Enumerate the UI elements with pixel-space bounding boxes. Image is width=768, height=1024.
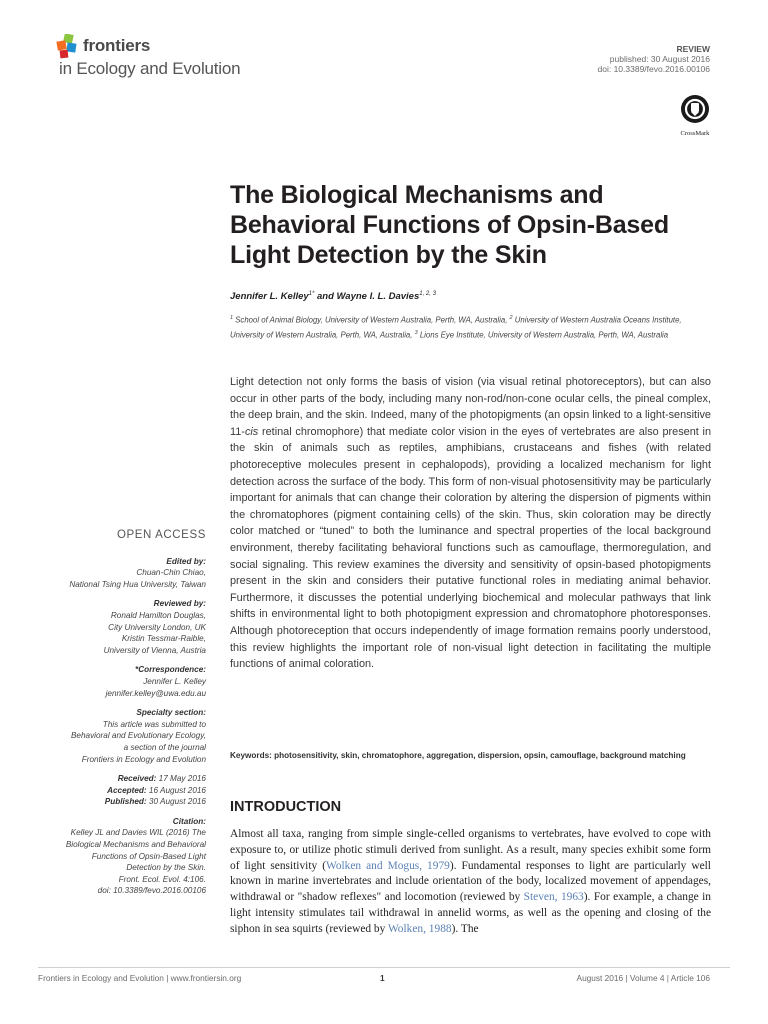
correspondence-label: *Correspondence:: [135, 665, 206, 675]
article-type: REVIEW: [676, 44, 710, 54]
published-value: 30 August 2016: [146, 797, 206, 807]
affiliation-number: 3: [414, 330, 418, 337]
affiliation-number: 1: [230, 315, 234, 321]
article-title: The Biological Mechanisms and Behavioral Functions of Opsin-Based Light Detection by the Skin: [230, 181, 669, 269]
author-name[interactable]: Wayne I. L. Davies: [336, 291, 420, 303]
citation-label: Citation:: [172, 816, 206, 826]
open-access-label: OPEN ACCESS: [116, 529, 206, 541]
body-text: ). The: [451, 922, 479, 935]
page-number: 1: [380, 973, 385, 983]
crossmark-icon: [680, 94, 710, 124]
citation-doi[interactable]: doi: 10.3389/fevo.2016.00106: [97, 886, 206, 896]
citation-link[interactable]: Wolken, 1988: [387, 922, 452, 935]
author-affiliation-mark: 1, 2, 3: [419, 291, 436, 297]
citation-text: Biological Mechanisms and Behavioral: [65, 840, 206, 850]
accepted-label: Accepted:: [107, 785, 147, 795]
author-affiliation-mark: 1*: [308, 291, 315, 297]
affiliation-text: University of Western Australia Oceans Institute, University of Western Australia, Perth, WA, Australia,: [230, 315, 682, 340]
citation-link[interactable]: Steven, 1963: [523, 891, 584, 904]
reviewer-institution: City University London, UK: [108, 622, 206, 632]
reviewer-name: Kristin Tessmar-Raible,: [121, 634, 206, 644]
published-date: published: 30 August 2016: [609, 54, 710, 64]
published-label: Published:: [104, 797, 147, 807]
frontiers-logo-icon: [55, 34, 81, 60]
keywords-text: photosensitivity, skin, chromatophore, aggregation, dispersion, opsin, camouflage, background matching: [274, 751, 686, 760]
author-name[interactable]: Jennifer L. Kelley: [230, 291, 309, 303]
abstract-italic: cis: [244, 425, 259, 438]
specialty-text: This article was submitted to: [102, 719, 206, 729]
correspondence-email[interactable]: jennifer.kelley@uwa.edu.au: [105, 688, 206, 698]
edited-by-label: Edited by:: [166, 556, 206, 566]
footer-issue: August 2016 | Volume 4 | Article 106: [576, 973, 710, 983]
intro-paragraph: [230, 827, 711, 938]
logo-name: frontiers: [83, 36, 151, 55]
footer-divider: [38, 967, 730, 968]
affiliations: [230, 312, 705, 342]
journal-logo[interactable]: [55, 32, 285, 82]
citation-text: Detection by the Skin.: [126, 863, 206, 873]
crossmark-badge[interactable]: [675, 94, 715, 138]
author-list: [230, 291, 436, 302]
affiliation-text: School of Animal Biology, University of Western Australia, Perth, WA, Australia,: [233, 315, 510, 325]
article-meta: [598, 44, 711, 74]
specialty-text: a section of the journal: [123, 742, 206, 752]
body-text: ). For example, a change in light intensity stimulates tail withdrawal in annelid worms, as well as the opening and closing of the siphon in sea squirts (reviewed by: [230, 891, 711, 935]
reviewed-by-label: Reviewed by:: [153, 599, 206, 609]
citation-text: Front. Ecol. Evol. 4:106.: [118, 874, 206, 884]
citation-link[interactable]: Wolken and Mogus, 1979: [325, 859, 450, 872]
author-separator: and: [314, 291, 337, 303]
article-sidebar: [16, 530, 206, 897]
affiliation-number: 2: [509, 315, 513, 321]
citation-text: Functions of Opsin-Based Light: [91, 851, 206, 861]
affiliation-text: Lions Eye Institute, University of Western Australia, Perth, WA, Australia: [417, 330, 669, 340]
reviewer-institution: University of Vienna, Austria: [103, 645, 206, 655]
accepted-value: 16 August 2016: [146, 785, 206, 795]
abstract-text: Light detection not only forms the basis of vision (via visual retinal photoreceptors), but can also occur in other parts of the body, including many non-rod/non-cone ocular cells, the pineal complex, the deep brain, and the skin. Indeed, many of the photopigments (an opsin linked to a light-sensitive 11-: [230, 376, 711, 438]
keywords-label: Keywords:: [230, 751, 275, 760]
crossmark-label: CrossMark: [680, 130, 710, 137]
correspondence-name: Jennifer L. Kelley: [143, 676, 206, 686]
received-label: Received:: [117, 774, 157, 784]
specialty-text: Frontiers in Ecology and Evolution: [81, 754, 206, 764]
editor-name: Chuan-Chin Chiao,: [136, 568, 206, 578]
article-doi[interactable]: doi: 10.3389/fevo.2016.00106: [597, 64, 710, 74]
body-text: Almost all taxa, ranging from simple single-celled organisms to vertebrates, have evolved to cope with exposure to, or utilize photic stimuli derived from sunlight. As a result, many species exhibit some form of light sensitivity (: [230, 828, 711, 872]
received-date: [16, 773, 206, 785]
footer-journal[interactable]: Frontiers in Ecology and Evolution | www.frontiersin.org: [38, 973, 242, 983]
section-heading: INTRODUCTION: [230, 799, 342, 815]
abstract: [230, 374, 711, 673]
keywords: [230, 750, 711, 763]
published-date-sidebar: [16, 796, 206, 808]
abstract-text: retinal chromophore) that mediate color vision in the eyes of vertebrates are also present in the skin of animals such as reptiles, amphibians, crustaceans and fishes (with related photoreceptive molecules present in cephalopods), providing a localized mechanism for light detection across the surface of the body. This form of non-visual photosensitivity may be particularly important for animals that can change their coloration by altering the dispersion of pigments within the chromatophores (pigment containing cells) of the skin. Thus, skin coloration may be directly color matched or “tuned” to both the luminance and spectral properties of the local background environment, thereby facilitating behavioral functions such as camouflage, thermoregulation, and social signaling. This review examines the diversity and sensitivity of opsin-based photopigments present in the skin and considers their putative functional roles in mediating animal behavior. Furthermore, it discusses the potential underlying biochemical and molecular pathways that link shifts in environmental light to both photopigment expression and chromatophore photoresponses. Although photoreception that occurs independently of image formation remains poorly understood, this review highlights the important role of non-visual light detection in facilitating the multiple functions of animal coloration.: [230, 425, 711, 671]
editor-institution: National Tsing Hua University, Taiwan: [69, 579, 206, 589]
journal-name: in Ecology and Evolution: [59, 59, 241, 78]
received-value: 17 May 2016: [156, 774, 206, 784]
specialty-label: Specialty section:: [136, 708, 206, 718]
citation-text: Kelley JL and Davies WIL (2016) The: [70, 828, 206, 838]
specialty-text: Behavioral and Evolutionary Ecology,: [70, 731, 206, 741]
reviewer-name: Ronald Hamilton Douglas,: [110, 610, 206, 620]
accepted-date: [16, 785, 206, 797]
body-text: ). Fundamental responses to light are particularly well known in marine invertebrates and include orientation of the body, localized movement of appendages, withdrawal or "shadow reflexes" and locomotion (reviewed by: [230, 859, 711, 904]
